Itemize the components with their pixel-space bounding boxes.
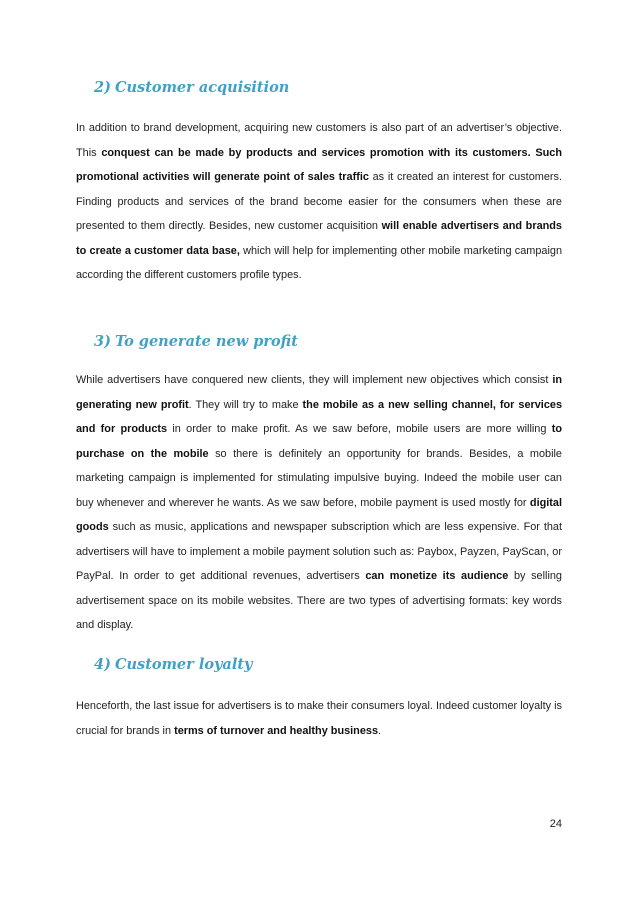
section-number: 4) [94,656,111,673]
text-run: by selling advertisement space on its mobile websites. There are two types of advertising formats: key words and display. [76,570,562,631]
bold-phrase: terms of turnover and healthy business [174,724,379,737]
bold-phrase: conquest can be made by products and services promotion with its customers. Such promotional activities will generate point of sales traffic [76,146,562,183]
bold-phrase: digital goods [76,496,562,533]
section-heading-customer-acquisition [94,79,289,96]
text-run: in order to make profit. As we saw before, mobile users are more willing [167,423,552,435]
section-title: Customer acquisition [114,79,290,96]
bold-phrase: in generating new profit [76,374,562,411]
bold-phrase: to purchase on the mobile [76,423,562,460]
section-title: Customer loyalty [114,656,253,673]
text-run: as it created an interest for customers. Finding products and services of the brand become easier for the consumers when these are presented to them directly. Besides, new customer acquisition [76,171,562,232]
text-run: which will help for implementing other mobile marketing campaign according the different customers profile types. [76,244,562,281]
bold-phrase: will enable advertisers and brands to create a customer data base, [76,220,562,257]
text-run: . [378,724,382,737]
text-run: so there is definitely an opportunity for brands. Besides, a mobile marketing campaign is implemented for stimulating impulsive buying. Indeed the mobile user can buy whenever and wherever he wants. As we saw before, mobile payment is used mostly for [76,447,562,509]
section-paragraph [76,694,562,743]
section-paragraph [76,116,562,288]
text-run: Henceforth, the last issue for advertisers is to make their consumers loyal. Indeed customer loyalty is crucial for brands in [76,700,562,737]
page-number: 24 [549,818,562,830]
section-title: To generate new profit [114,333,298,350]
text-run: While advertisers have conquered new clients, they will implement new objectives which consist [76,374,553,386]
bold-phrase: the mobile as a new selling channel, for services and for products [76,398,562,435]
section-heading-customer-loyalty [94,656,252,673]
text-run: such as music, applications and newspaper subscription which are less expensive. For that advertisers will have to implement a mobile payment solution such as: Paybox, Payzen, PayScan, or PayPal. In order to get additional revenues, advertisers [76,521,562,582]
bold-phrase: can monetize its audience [365,570,509,582]
text-run: In addition to brand development, acquiring new customers is also part of an advertiser’s objective. This [76,122,562,159]
text-run: . They will try to make [188,398,303,411]
section-number: 3) [94,333,111,350]
section-paragraph [76,368,562,638]
section-number: 2) [94,79,111,96]
section-heading-new-profit [94,333,298,350]
